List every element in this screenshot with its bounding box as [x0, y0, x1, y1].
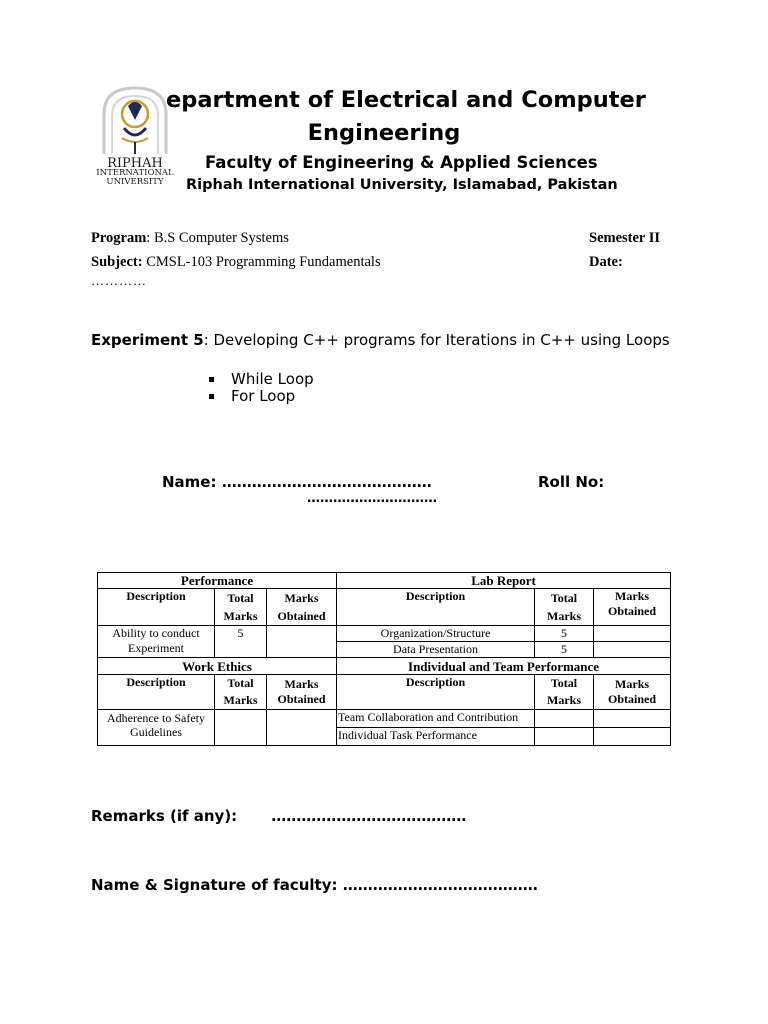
team-col-description: Description: [337, 675, 535, 710]
department-title: epartment of Electrical and Computer: [166, 87, 646, 113]
lab-report-section-title: Lab Report: [337, 573, 671, 589]
team-col-obtained: Marks Obtained: [594, 675, 671, 710]
team-row-obtained: [594, 728, 671, 746]
date-dots: …………: [91, 273, 147, 288]
roll-no-dots: …………………………: [307, 491, 437, 506]
semester-label: Semester II: [589, 230, 661, 246]
team-row-description: Team Collaboration and Contribution: [337, 710, 535, 728]
list-item: [207, 371, 314, 388]
lab-report-row-obtained: [594, 626, 671, 642]
lab-report-row-total: 5: [535, 626, 594, 642]
experiment-label: Experiment 5: [91, 331, 204, 349]
team-col-total: Total Marks: [535, 675, 594, 710]
performance-col-total: Total Marks: [215, 589, 267, 626]
logo-text-international: INTERNATIONAL: [96, 168, 174, 178]
work-ethics-col-description: Description: [98, 675, 215, 710]
program-line: [91, 230, 289, 247]
team-row-obtained: [594, 710, 671, 728]
remarks-line: [91, 807, 466, 825]
performance-row-total: 5: [215, 626, 267, 658]
work-ethics-row-description: Adherence to Safety Guidelines: [98, 710, 215, 746]
logo-text-riphah: RIPHAH: [107, 156, 163, 171]
subject-line: [91, 254, 381, 271]
logo-text-university: UNIVERSITY: [106, 177, 164, 187]
lab-report-row-description: Data Presentation: [337, 642, 535, 658]
work-ethics-row-total: [215, 710, 267, 746]
performance-row-obtained: [267, 626, 337, 658]
team-row-description: Individual Task Performance: [337, 728, 535, 746]
lab-report-row-obtained: [594, 642, 671, 658]
work-ethics-row-obtained: [267, 710, 337, 746]
remarks-dots: …………………………………: [271, 807, 467, 825]
marks-table: [97, 572, 671, 746]
performance-col-description: Description: [98, 589, 215, 626]
performance-row-description: Ability to conduct Experiment: [98, 626, 215, 658]
team-row-total: [535, 728, 594, 746]
list-item: [207, 388, 314, 405]
subject-value: CMSL-103 Programming Fundamentals: [142, 254, 381, 270]
lab-report-col-total: Total Marks: [535, 589, 594, 626]
bullet-square-icon: [209, 377, 214, 382]
bullet-square-icon: [209, 394, 214, 399]
team-row-total: [535, 710, 594, 728]
list-item-text: While Loop: [231, 370, 314, 388]
loop-list: [207, 371, 314, 405]
department-title-line2-text: Engineering: [307, 120, 461, 146]
date-label: Date:: [589, 254, 623, 270]
faculty-signature-line: Name & Signature of faculty: …………………………………: [91, 876, 538, 894]
student-name-field: Name: ……………………………………: [162, 473, 432, 491]
university-title: Riphah International University, Islamabad, Pakistan: [186, 177, 618, 193]
list-item-text: For Loop: [231, 387, 296, 405]
program-value: : B.S Computer Systems: [146, 230, 289, 246]
department-title-line2: [0, 120, 768, 146]
lab-report-col-description: Description: [337, 589, 535, 626]
lab-report-row-description: Organization/Structure: [337, 626, 535, 642]
performance-section-title: Performance: [98, 573, 337, 589]
work-ethics-col-obtained: Marks Obtained: [267, 675, 337, 710]
team-performance-section-title: Individual and Team Performance: [337, 658, 671, 675]
lab-report-col-obtained: Marks Obtained: [594, 589, 671, 626]
remarks-label: Remarks (if any):: [91, 807, 238, 825]
program-label: Program: [91, 230, 147, 246]
lab-report-row-total: 5: [535, 642, 594, 658]
experiment-description: [91, 331, 671, 349]
experiment-text: : Developing C++ programs for Iterations in C++ using Loops: [203, 331, 670, 349]
faculty-title: Faculty of Engineering & Applied Sciences: [205, 153, 598, 172]
subject-label: Subject:: [91, 254, 143, 270]
work-ethics-section-title: Work Ethics: [98, 658, 337, 675]
roll-no-label: Roll No:: [538, 473, 605, 491]
performance-col-obtained: Marks Obtained: [267, 589, 337, 626]
work-ethics-col-total: Total Marks: [215, 675, 267, 710]
